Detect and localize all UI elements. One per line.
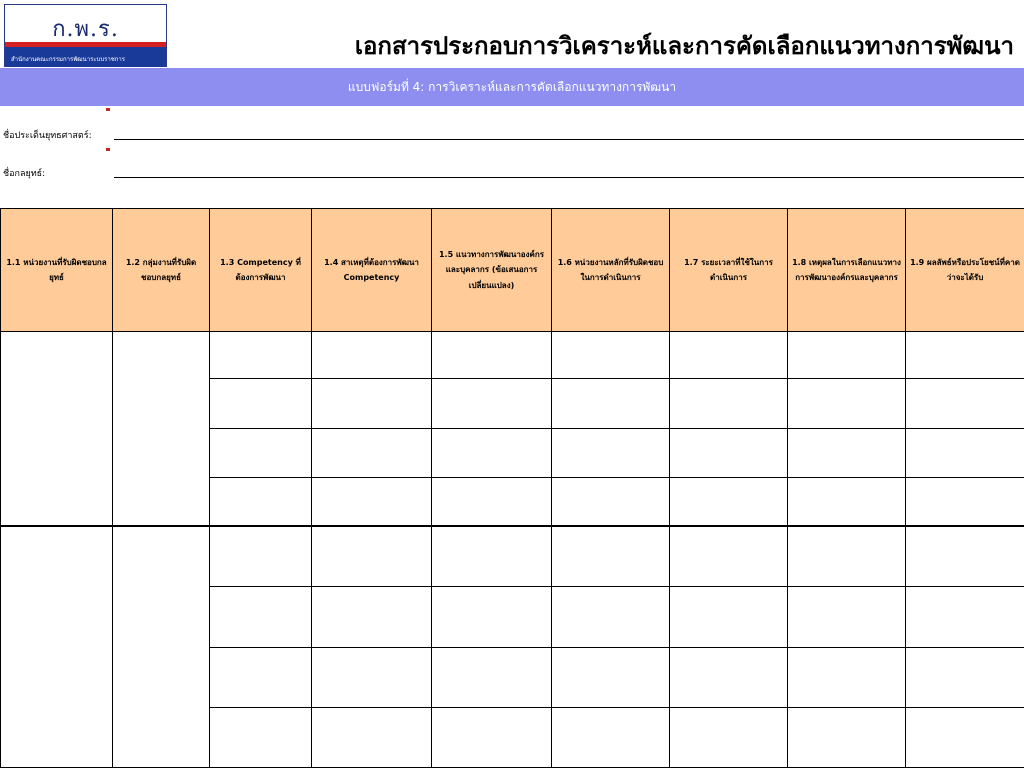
table-cell[interactable] — [670, 332, 788, 379]
table-cell[interactable] — [210, 587, 312, 648]
table-cell[interactable] — [788, 379, 906, 429]
table-cell[interactable] — [552, 648, 670, 708]
table-cell[interactable] — [906, 648, 1024, 708]
table-cell[interactable] — [210, 379, 312, 429]
table-cell[interactable] — [788, 587, 906, 648]
table-cell[interactable] — [906, 587, 1024, 648]
table-cell[interactable] — [552, 526, 670, 587]
table-cell[interactable] — [210, 526, 312, 587]
column-header: 1.1 หน่วยงานที่รับผิดชอบกลยุทธ์ — [1, 209, 113, 332]
strategy-issue-label: ชื่อประเด็นยุทธศาสตร์: — [3, 131, 92, 141]
column-header: 1.7 ระยะเวลาที่ใช้ในการดำเนินการ — [670, 209, 788, 332]
table-cell[interactable] — [788, 332, 906, 379]
table-cell[interactable] — [670, 587, 788, 648]
analysis-table — [0, 208, 1024, 768]
table-cell[interactable] — [312, 478, 432, 526]
column-header: 1.5 แนวทางการพัฒนาองค์กรและบุคลากร (ข้อเสนอการเปลี่ยนแปลง) — [432, 209, 552, 332]
table-cell[interactable] — [788, 526, 906, 587]
table-cell[interactable] — [432, 526, 552, 587]
table-cell[interactable] — [210, 332, 312, 379]
document-title: เอกสารประกอบการวิเคราะห์และการคัดเลือกแนวทางการพัฒนา — [354, 32, 1014, 60]
comment-marker — [106, 148, 110, 152]
table-row — [1, 526, 1024, 587]
table-cell[interactable] — [552, 332, 670, 379]
table-cell[interactable] — [788, 648, 906, 708]
strategy-input[interactable] — [114, 177, 1024, 178]
table-cell[interactable] — [210, 429, 312, 478]
table-cell[interactable] — [432, 648, 552, 708]
table-cell[interactable] — [788, 478, 906, 526]
form-header: แบบฟอร์มที่ 4: การวิเคราะห์และการคัดเลือกแนวทางการพัฒนา — [0, 68, 1024, 106]
table-cell[interactable] — [312, 708, 432, 768]
table-cell[interactable] — [210, 478, 312, 526]
table-cell[interactable] — [906, 708, 1024, 768]
table-cell[interactable] — [210, 708, 312, 768]
table-cell[interactable] — [432, 708, 552, 768]
table-cell[interactable] — [1, 332, 113, 526]
table-cell[interactable] — [906, 478, 1024, 526]
table-cell[interactable] — [906, 379, 1024, 429]
column-header: 1.4 สาเหตุที่ต้องการพัฒนา Competency — [312, 209, 432, 332]
table-cell[interactable] — [788, 429, 906, 478]
column-header: 1.9 ผลลัพธ์หรือประโยชน์ที่คาดว่าจะได้รับ — [906, 209, 1024, 332]
logo-title: ก.พ.ร. — [52, 17, 119, 42]
table-cell[interactable] — [552, 429, 670, 478]
table-cell[interactable] — [312, 429, 432, 478]
table-cell[interactable] — [432, 429, 552, 478]
table-cell[interactable] — [670, 526, 788, 587]
table-cell[interactable] — [552, 587, 670, 648]
table-cell[interactable] — [432, 332, 552, 379]
strategy-issue-input[interactable] — [114, 139, 1024, 140]
table-cell[interactable] — [670, 648, 788, 708]
table-cell[interactable] — [312, 587, 432, 648]
column-header: 1.3 Competency ที่ต้องการพัฒนา — [210, 209, 312, 332]
table-cell[interactable] — [210, 648, 312, 708]
table-cell[interactable] — [906, 526, 1024, 587]
comment-marker — [106, 108, 110, 112]
table-cell[interactable] — [113, 332, 210, 526]
table-cell[interactable] — [670, 429, 788, 478]
logo-subtitle: สำนักงานคณะกรรมการพัฒนาระบบราชการ — [11, 56, 126, 63]
table-cell[interactable] — [113, 526, 210, 768]
table-cell[interactable] — [906, 332, 1024, 379]
table-cell[interactable] — [312, 526, 432, 587]
table-cell[interactable] — [670, 478, 788, 526]
table-cell[interactable] — [312, 379, 432, 429]
column-header: 1.6 หน่วยงานหลักที่รับผิดชอบในการดำเนินการ — [552, 209, 670, 332]
table-cell[interactable] — [788, 708, 906, 768]
table-cell[interactable] — [670, 708, 788, 768]
table-cell[interactable] — [552, 478, 670, 526]
table-cell[interactable] — [432, 379, 552, 429]
table-row — [1, 332, 1024, 379]
table-cell[interactable] — [906, 429, 1024, 478]
table-cell[interactable] — [432, 478, 552, 526]
table-cell[interactable] — [1, 526, 113, 768]
column-header: 1.2 กลุ่มงานที่รับผิดชอบกลยุทธ์ — [113, 209, 210, 332]
column-header: 1.8 เหตุผลในการเลือกแนวทางการพัฒนาองค์กรและบุคลากร — [788, 209, 906, 332]
strategy-label: ชื่อกลยุทธ์: — [3, 169, 46, 179]
logo — [4, 4, 167, 67]
table-cell[interactable] — [312, 332, 432, 379]
table-cell[interactable] — [552, 379, 670, 429]
table-header-row — [1, 209, 1024, 332]
table-cell[interactable] — [312, 648, 432, 708]
table-cell[interactable] — [670, 379, 788, 429]
table-cell[interactable] — [552, 708, 670, 768]
table-cell[interactable] — [432, 587, 552, 648]
